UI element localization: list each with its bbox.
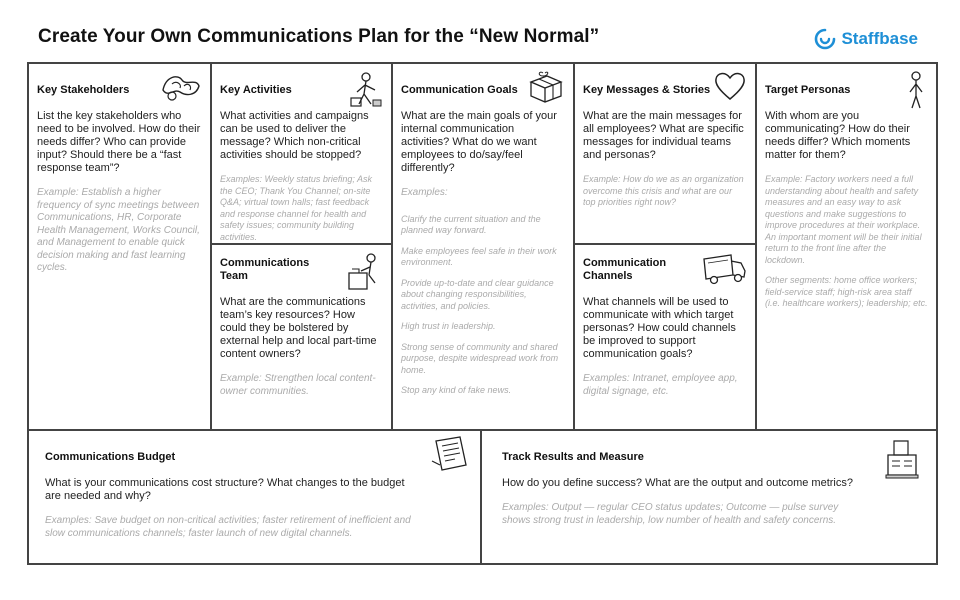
plan-canvas <box>27 62 938 565</box>
results-example: Examples: Output — regular CEO status updates; Outcome — pulse survey shows strong trust in leadership, low number of health and safety concerns. <box>502 502 839 526</box>
budget-example: Examples: Save budget on non-critical activities; faster retirement of inefficient and slow communications channels; faster launch of new digital channels. <box>45 515 411 539</box>
handshake-icon <box>160 70 202 104</box>
goals-example-item: Make employees feel safe in their work environment. <box>401 245 557 267</box>
goals-heading: Communication Goals <box>401 84 518 96</box>
activities-block <box>212 64 393 245</box>
personas-example-2: Other segments: home office workers; field-service staff; high-risk area staff (i.e. healthcare workers); leadership; etc. <box>765 275 928 308</box>
goals-example-item: Clarify the current situation and the planned way forward. <box>401 213 541 235</box>
budget-heading: Communications Budget <box>45 451 176 463</box>
messages-example: Example: How do we as an organization overcome this crisis and what are our top priorities right now? <box>583 174 744 207</box>
cash-register-icon <box>882 435 922 479</box>
messages-question: What are the main messages for all employees? What are specific messages for individual teams and personas? <box>583 110 744 161</box>
stakeholders-heading: Key Stakeholders <box>37 84 130 96</box>
goals-example-item: Provide up-to-date and clear guidance about changing responsibilities, activities, and policies. <box>401 277 554 311</box>
channels-example: Examples: Intranet, employee app, digital signage, etc. <box>583 373 738 397</box>
team-question: What are the communications team’s key resources? How could they be bolstered by external help and local part-time content owners? <box>220 296 377 360</box>
results-question: How do you define success? What are the output and outcome metrics? <box>502 477 853 489</box>
channels-heading: Communication Channels <box>583 257 667 282</box>
invoice-icon <box>430 435 470 473</box>
stakeholders-question: List the key stakeholders who need to be involved. How do their needs differ? Who can provide input? Should there be a “fast response team”? <box>37 110 201 174</box>
goals-question: What are the main goals of your internal communication activities? What do we want employees to do/say/feel differently? <box>401 110 557 174</box>
person-at-desk-icon <box>347 251 383 291</box>
channels-question: What channels will be used to communicate with which target personas? How could channels be improved to support communication goals? <box>583 296 736 360</box>
brand-name: Staffbase <box>841 29 918 48</box>
goals-block <box>393 64 575 431</box>
goals-example-item: Strong sense of community and shared purpose, despite widespread work from home. <box>401 341 559 375</box>
goals-example-item: High trust in leadership. <box>401 321 496 331</box>
team-heading: Communications Team <box>220 257 310 282</box>
personas-example: Example: Factory workers need a full understanding about health and safety measures and an easy way to ask questions and make suggestions to improve procedures at their workplace. An important moment will be their initial return to the front line after the lockdown. <box>765 174 922 265</box>
gift-box-icon <box>525 70 565 104</box>
results-block <box>482 431 936 563</box>
heart-icon <box>713 70 747 102</box>
messages-heading: Key Messages & Stories <box>583 84 711 96</box>
stakeholders-example: Example: Establish a higher frequency of sync meetings between Communications, HR, Corporate Health Management, Works Council, and Management to enable quick decision making and fast learning cycles. <box>37 187 200 273</box>
team-block <box>212 245 393 431</box>
personas-block <box>757 64 936 431</box>
activities-heading: Key Activities <box>220 84 292 96</box>
worker-icon <box>349 70 383 108</box>
person-icon <box>904 70 928 110</box>
personas-heading: Target Personas <box>765 84 851 96</box>
results-heading: Track Results and Measure <box>502 451 644 463</box>
team-example: Example: Strengthen local content-owner communities. <box>220 373 376 397</box>
staffbase-logo-icon <box>814 28 836 50</box>
brand-logo <box>814 28 918 50</box>
messages-block <box>575 64 757 245</box>
page-title: Create Your Own Communications Plan for the “New Normal” <box>38 26 600 47</box>
truck-icon <box>701 251 747 287</box>
stakeholders-block <box>29 64 212 431</box>
channels-block <box>575 245 757 431</box>
activities-question: What activities and campaigns can be used to deliver the message? Which non-critical activities should be stopped? <box>220 110 369 161</box>
goals-examples-label: Examples: <box>401 187 448 198</box>
goals-example-item: Stop any kind of fake news. <box>401 385 512 395</box>
personas-question: With whom are you communicating? How do their needs differ? Which moments matter for them? <box>765 110 911 161</box>
budget-question: What is your communications cost structure? What changes to the budget are needed and why? <box>45 477 405 502</box>
activities-example: Examples: Weekly status briefing; Ask the CEO; Thank You Channel; on-site Q&A; virtual town halls; fast feedback and response channel for health and safety issues; community building activities. <box>220 174 373 242</box>
budget-block <box>29 431 482 563</box>
